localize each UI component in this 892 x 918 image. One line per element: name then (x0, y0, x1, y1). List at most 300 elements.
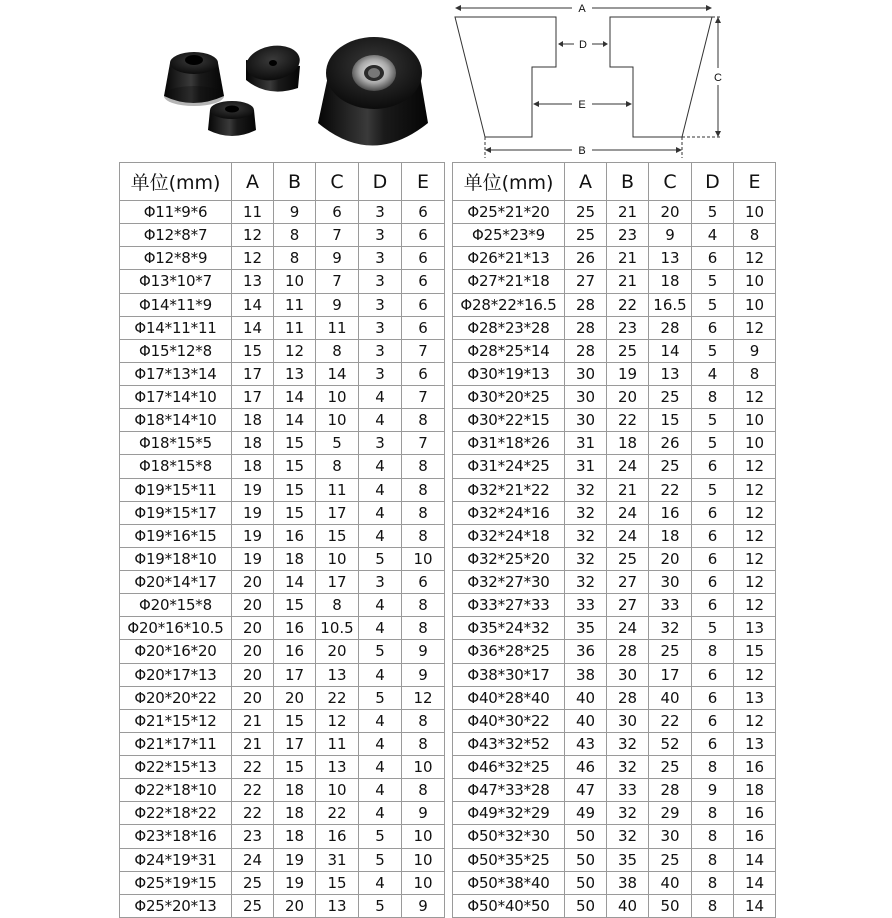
value-cell: 8 (402, 478, 445, 501)
value-cell: 8 (402, 524, 445, 547)
value-cell: 15 (274, 709, 316, 732)
spec-table-right (452, 162, 776, 918)
value-cell: 9 (734, 339, 776, 362)
value-cell: 8 (402, 617, 445, 640)
model-cell: Φ38*30*17 (453, 663, 565, 686)
table-row (453, 709, 776, 732)
table-row (120, 362, 445, 385)
value-cell: 18 (274, 547, 316, 570)
model-cell: Φ18*15*8 (120, 455, 232, 478)
value-cell: 8 (274, 247, 316, 270)
value-cell: 8 (274, 224, 316, 247)
value-cell: 5 (692, 478, 734, 501)
value-cell: 50 (565, 894, 607, 917)
value-cell: 10 (402, 871, 445, 894)
value-cell: 16 (734, 802, 776, 825)
value-cell: 14 (232, 293, 274, 316)
value-cell: 3 (359, 316, 402, 339)
value-cell: 17 (232, 362, 274, 385)
value-cell: 28 (565, 293, 607, 316)
value-cell: 10 (316, 547, 359, 570)
value-cell: 9 (402, 802, 445, 825)
table-row (453, 247, 776, 270)
model-cell: Φ28*23*28 (453, 316, 565, 339)
value-cell: 11 (232, 201, 274, 224)
header-col-b: B (607, 163, 649, 201)
value-cell: 6 (402, 316, 445, 339)
value-cell: 8 (734, 224, 776, 247)
value-cell: 22 (316, 686, 359, 709)
dimension-diagram (450, 0, 750, 158)
model-cell: Φ35*24*32 (453, 617, 565, 640)
value-cell: 16 (274, 524, 316, 547)
value-cell: 8 (402, 779, 445, 802)
value-cell: 15 (649, 409, 692, 432)
table-row (453, 524, 776, 547)
table-row (120, 686, 445, 709)
value-cell: 25 (649, 455, 692, 478)
value-cell: 8 (692, 894, 734, 917)
value-cell: 38 (565, 663, 607, 686)
value-cell: 4 (359, 617, 402, 640)
table-row (453, 871, 776, 894)
model-cell: Φ28*22*16.5 (453, 293, 565, 316)
value-cell: 33 (607, 779, 649, 802)
value-cell: 13 (649, 247, 692, 270)
model-cell: Φ46*32*25 (453, 756, 565, 779)
value-cell: 7 (402, 339, 445, 362)
value-cell: 6 (692, 709, 734, 732)
value-cell: 32 (565, 478, 607, 501)
value-cell: 50 (565, 825, 607, 848)
value-cell: 6 (692, 663, 734, 686)
value-cell: 3 (359, 201, 402, 224)
model-cell: Φ30*22*15 (453, 409, 565, 432)
value-cell: 17 (274, 732, 316, 755)
value-cell: 20 (607, 386, 649, 409)
value-cell: 5 (359, 894, 402, 917)
value-cell: 21 (607, 270, 649, 293)
model-cell: Φ32*27*30 (453, 571, 565, 594)
rubber-foot-photo-4 (318, 37, 428, 146)
value-cell: 27 (565, 270, 607, 293)
value-cell: 8 (692, 825, 734, 848)
value-cell: 23 (232, 825, 274, 848)
value-cell: 3 (359, 247, 402, 270)
value-cell: 10 (402, 825, 445, 848)
value-cell: 4 (359, 386, 402, 409)
value-cell: 28 (607, 640, 649, 663)
model-cell: Φ30*20*25 (453, 386, 565, 409)
model-cell: Φ22*15*13 (120, 756, 232, 779)
value-cell: 5 (692, 293, 734, 316)
value-cell: 31 (565, 432, 607, 455)
value-cell: 4 (359, 779, 402, 802)
table-row (120, 848, 445, 871)
value-cell: 19 (274, 848, 316, 871)
value-cell: 17 (316, 501, 359, 524)
value-cell: 12 (734, 524, 776, 547)
value-cell: 13 (316, 663, 359, 686)
value-cell: 12 (734, 594, 776, 617)
value-cell: 16 (274, 617, 316, 640)
value-cell: 30 (649, 825, 692, 848)
foot-outline (455, 17, 556, 137)
value-cell: 5 (692, 617, 734, 640)
table-row (453, 663, 776, 686)
model-cell: Φ20*17*13 (120, 663, 232, 686)
value-cell: 9 (649, 224, 692, 247)
value-cell: 4 (359, 802, 402, 825)
value-cell: 12 (734, 663, 776, 686)
value-cell: 6 (692, 571, 734, 594)
value-cell: 5 (359, 686, 402, 709)
value-cell: 7 (402, 386, 445, 409)
value-cell: 40 (607, 894, 649, 917)
value-cell: 32 (607, 802, 649, 825)
table-row (120, 871, 445, 894)
rubber-foot-photo-2 (243, 42, 302, 92)
value-cell: 6 (692, 732, 734, 755)
value-cell: 9 (402, 663, 445, 686)
value-cell: 8 (692, 802, 734, 825)
model-cell: Φ11*9*6 (120, 201, 232, 224)
value-cell: 9 (316, 247, 359, 270)
model-cell: Φ15*12*8 (120, 339, 232, 362)
value-cell: 20 (232, 571, 274, 594)
table-row (120, 594, 445, 617)
value-cell: 13 (734, 617, 776, 640)
table-row (120, 709, 445, 732)
model-cell: Φ12*8*9 (120, 247, 232, 270)
model-cell: Φ28*25*14 (453, 339, 565, 362)
value-cell: 12 (232, 224, 274, 247)
value-cell: 21 (232, 732, 274, 755)
value-cell: 5 (359, 825, 402, 848)
value-cell: 10 (734, 201, 776, 224)
model-cell: Φ50*35*25 (453, 848, 565, 871)
model-cell: Φ40*30*22 (453, 709, 565, 732)
value-cell: 13 (734, 686, 776, 709)
value-cell: 32 (607, 732, 649, 755)
value-cell: 8 (692, 871, 734, 894)
value-cell: 3 (359, 432, 402, 455)
model-cell: Φ25*21*20 (453, 201, 565, 224)
value-cell: 14 (274, 386, 316, 409)
product-photos (150, 18, 450, 153)
value-cell: 14 (734, 848, 776, 871)
value-cell: 7 (316, 270, 359, 293)
value-cell: 18 (649, 270, 692, 293)
value-cell: 19 (232, 501, 274, 524)
model-cell: Φ19*16*15 (120, 524, 232, 547)
model-cell: Φ19*18*10 (120, 547, 232, 570)
value-cell: 33 (649, 594, 692, 617)
value-cell: 8 (402, 409, 445, 432)
table-row (120, 524, 445, 547)
value-cell: 8 (402, 455, 445, 478)
value-cell: 35 (565, 617, 607, 640)
value-cell: 30 (565, 362, 607, 385)
value-cell: 12 (734, 316, 776, 339)
value-cell: 28 (565, 316, 607, 339)
dim-label-e: E (578, 99, 586, 111)
table-row (120, 663, 445, 686)
value-cell: 4 (359, 478, 402, 501)
value-cell: 23 (607, 224, 649, 247)
value-cell: 15 (274, 478, 316, 501)
value-cell: 31 (316, 848, 359, 871)
value-cell: 11 (316, 732, 359, 755)
value-cell: 6 (692, 547, 734, 570)
value-cell: 20 (232, 686, 274, 709)
model-cell: Φ32*21*22 (453, 478, 565, 501)
table-row (120, 501, 445, 524)
model-cell: Φ32*24*16 (453, 501, 565, 524)
value-cell: 6 (402, 201, 445, 224)
header-col-b: B (274, 163, 316, 201)
table-row (120, 571, 445, 594)
value-cell: 10 (316, 386, 359, 409)
value-cell: 16 (274, 640, 316, 663)
value-cell: 14 (316, 362, 359, 385)
value-cell: 15 (232, 339, 274, 362)
value-cell: 8 (734, 362, 776, 385)
value-cell: 25 (649, 848, 692, 871)
value-cell: 14 (274, 571, 316, 594)
value-cell: 15 (274, 501, 316, 524)
value-cell: 18 (232, 432, 274, 455)
right-rows (453, 201, 776, 918)
value-cell: 20 (232, 617, 274, 640)
value-cell: 8 (316, 594, 359, 617)
table-row (453, 825, 776, 848)
value-cell: 15 (274, 432, 316, 455)
table-row (120, 224, 445, 247)
value-cell: 43 (565, 732, 607, 755)
value-cell: 18 (274, 779, 316, 802)
value-cell: 15 (734, 640, 776, 663)
value-cell: 18 (232, 455, 274, 478)
table-row (453, 802, 776, 825)
value-cell: 40 (649, 686, 692, 709)
table-row (453, 432, 776, 455)
value-cell: 24 (607, 501, 649, 524)
dim-label-a: A (578, 3, 586, 15)
value-cell: 27 (607, 571, 649, 594)
value-cell: 32 (565, 501, 607, 524)
table-row (453, 848, 776, 871)
value-cell: 14 (734, 894, 776, 917)
value-cell: 20 (649, 201, 692, 224)
value-cell: 4 (359, 524, 402, 547)
value-cell: 10 (316, 779, 359, 802)
value-cell: 25 (607, 547, 649, 570)
model-cell: Φ25*23*9 (453, 224, 565, 247)
value-cell: 32 (607, 825, 649, 848)
value-cell: 46 (565, 756, 607, 779)
table-row (453, 339, 776, 362)
table-row (120, 432, 445, 455)
value-cell: 6 (692, 594, 734, 617)
table-row (453, 617, 776, 640)
value-cell: 22 (649, 709, 692, 732)
table-row (453, 270, 776, 293)
model-cell: Φ36*28*25 (453, 640, 565, 663)
table-row (120, 732, 445, 755)
value-cell: 7 (316, 224, 359, 247)
value-cell: 30 (565, 409, 607, 432)
value-cell: 8 (402, 594, 445, 617)
value-cell: 8 (692, 756, 734, 779)
value-cell: 12 (734, 501, 776, 524)
table-row (120, 247, 445, 270)
value-cell: 12 (316, 709, 359, 732)
value-cell: 6 (402, 362, 445, 385)
value-cell: 8 (316, 455, 359, 478)
value-cell: 4 (359, 594, 402, 617)
value-cell: 3 (359, 362, 402, 385)
value-cell: 12 (734, 455, 776, 478)
table-row (453, 686, 776, 709)
model-cell: Φ50*32*30 (453, 825, 565, 848)
table-row (120, 894, 445, 917)
value-cell: 17 (316, 571, 359, 594)
value-cell: 21 (607, 247, 649, 270)
table-row (120, 386, 445, 409)
value-cell: 5 (359, 547, 402, 570)
value-cell: 6 (692, 247, 734, 270)
value-cell: 5 (316, 432, 359, 455)
value-cell: 22 (232, 756, 274, 779)
dim-label-d: D (579, 39, 587, 51)
value-cell: 28 (607, 686, 649, 709)
value-cell: 32 (565, 571, 607, 594)
value-cell: 32 (565, 524, 607, 547)
value-cell: 15 (274, 455, 316, 478)
model-cell: Φ25*20*13 (120, 894, 232, 917)
table-row (120, 756, 445, 779)
table-row (453, 386, 776, 409)
header-col-e: E (734, 163, 776, 201)
model-cell: Φ18*15*5 (120, 432, 232, 455)
value-cell: 8 (402, 501, 445, 524)
value-cell: 15 (316, 524, 359, 547)
value-cell: 16 (649, 501, 692, 524)
value-cell: 32 (565, 547, 607, 570)
value-cell: 4 (692, 224, 734, 247)
table-row (453, 594, 776, 617)
value-cell: 5 (692, 339, 734, 362)
value-cell: 4 (359, 756, 402, 779)
model-cell: Φ14*11*9 (120, 293, 232, 316)
table-row (120, 547, 445, 570)
value-cell: 12 (734, 571, 776, 594)
value-cell: 15 (274, 594, 316, 617)
table-row (120, 640, 445, 663)
value-cell: 5 (692, 432, 734, 455)
value-cell: 14 (232, 316, 274, 339)
value-cell: 6 (402, 247, 445, 270)
value-cell: 6 (692, 501, 734, 524)
value-cell: 9 (692, 779, 734, 802)
model-cell: Φ20*15*8 (120, 594, 232, 617)
model-cell: Φ18*14*10 (120, 409, 232, 432)
value-cell: 27 (607, 594, 649, 617)
table-row (120, 316, 445, 339)
value-cell: 6 (316, 201, 359, 224)
value-cell: 31 (565, 455, 607, 478)
model-cell: Φ43*32*52 (453, 732, 565, 755)
value-cell: 10 (734, 270, 776, 293)
value-cell: 50 (565, 848, 607, 871)
model-cell: Φ32*24*18 (453, 524, 565, 547)
model-cell: Φ27*21*18 (453, 270, 565, 293)
value-cell: 30 (649, 571, 692, 594)
model-cell: Φ19*15*11 (120, 478, 232, 501)
value-cell: 10.5 (316, 617, 359, 640)
value-cell: 21 (607, 201, 649, 224)
table-row (120, 455, 445, 478)
header-unit: 单位(mm) (120, 163, 232, 201)
value-cell: 28 (649, 779, 692, 802)
value-cell: 24 (232, 848, 274, 871)
table-row (120, 339, 445, 362)
value-cell: 50 (565, 871, 607, 894)
value-cell: 19 (232, 478, 274, 501)
table-row (120, 825, 445, 848)
value-cell: 5 (692, 409, 734, 432)
value-cell: 47 (565, 779, 607, 802)
table-row (120, 617, 445, 640)
rubber-foot-photo-3 (208, 101, 256, 136)
value-cell: 40 (565, 686, 607, 709)
value-cell: 15 (274, 756, 316, 779)
value-cell: 11 (316, 316, 359, 339)
value-cell: 16 (316, 825, 359, 848)
value-cell: 13 (274, 362, 316, 385)
spec-table-left (119, 162, 445, 918)
value-cell: 28 (565, 339, 607, 362)
value-cell: 20 (649, 547, 692, 570)
table-row (120, 802, 445, 825)
left-rows (120, 201, 445, 918)
value-cell: 14 (734, 871, 776, 894)
table-row (453, 640, 776, 663)
header-unit: 单位(mm) (453, 163, 565, 201)
value-cell: 18 (734, 779, 776, 802)
value-cell: 21 (232, 709, 274, 732)
value-cell: 4 (692, 362, 734, 385)
value-cell: 5 (359, 640, 402, 663)
value-cell: 40 (565, 709, 607, 732)
value-cell: 32 (607, 756, 649, 779)
header-col-e: E (402, 163, 445, 201)
model-cell: Φ20*16*20 (120, 640, 232, 663)
value-cell: 12 (734, 247, 776, 270)
value-cell: 26 (649, 432, 692, 455)
model-cell: Φ33*27*33 (453, 594, 565, 617)
dim-label-b: B (578, 145, 586, 157)
model-cell: Φ40*28*40 (453, 686, 565, 709)
rubber-foot-photo-1 (164, 52, 224, 106)
table-row (453, 455, 776, 478)
header-col-a: A (232, 163, 274, 201)
table-row (453, 478, 776, 501)
value-cell: 18 (274, 825, 316, 848)
value-cell: 6 (402, 270, 445, 293)
value-cell: 19 (232, 547, 274, 570)
